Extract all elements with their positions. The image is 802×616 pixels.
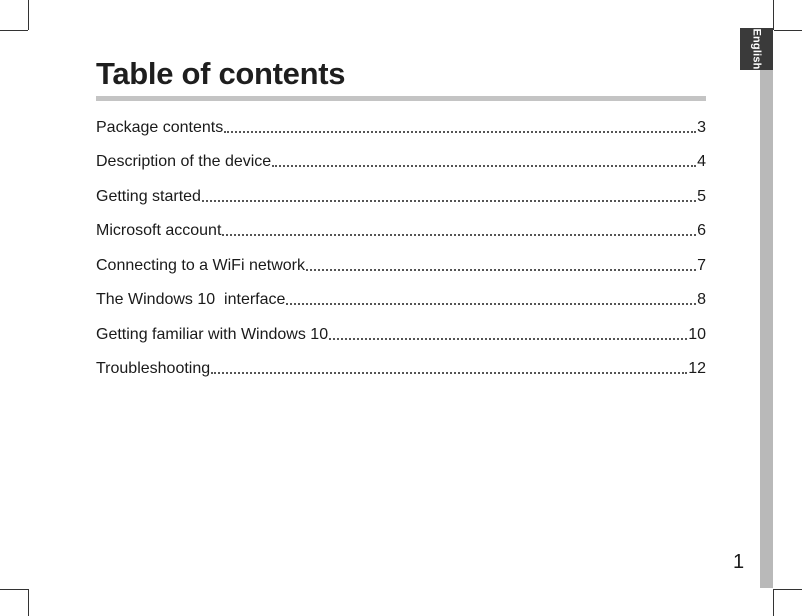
toc-entry[interactable] — [96, 106, 706, 141]
toc-entry[interactable] — [96, 313, 706, 348]
toc-leader — [286, 303, 696, 305]
toc-entry[interactable] — [96, 348, 706, 383]
toc-list — [96, 106, 706, 382]
toc-entry-page: 6 — [697, 222, 706, 239]
toc-entry-page: 8 — [697, 291, 706, 308]
toc-entry-page: 7 — [697, 256, 706, 274]
toc-entry-label: Troubleshooting — [96, 360, 211, 377]
crop-mark — [28, 0, 29, 30]
toc-entry-label: Connecting to a WiFi network — [96, 256, 305, 274]
page-title: Table of contents — [96, 56, 346, 91]
crop-mark — [0, 589, 28, 590]
toc-leader — [306, 269, 696, 271]
toc-entry[interactable] — [96, 175, 706, 210]
toc-entry[interactable] — [96, 244, 706, 279]
crop-mark — [773, 0, 774, 30]
toc-entry-label: Package contents — [96, 118, 224, 136]
crop-mark — [773, 589, 774, 616]
toc-leader — [202, 200, 696, 202]
crop-mark — [0, 30, 28, 31]
toc-leader — [224, 131, 696, 133]
language-tab — [740, 28, 773, 70]
toc-entry-page: 12 — [688, 360, 706, 377]
side-band — [760, 28, 773, 588]
toc-entry-label: Microsoft account — [96, 222, 222, 239]
toc-leader — [211, 372, 687, 374]
toc-leader — [329, 338, 687, 340]
toc-leader — [222, 234, 696, 236]
toc-entry-page: 3 — [697, 118, 706, 136]
language-tab-label: English — [750, 28, 763, 70]
page-number: 1 — [733, 551, 745, 573]
toc-entry-page: 4 — [697, 153, 706, 170]
toc-entry-label: Getting started — [96, 187, 201, 205]
toc-entry[interactable] — [96, 279, 706, 314]
toc-entry[interactable] — [96, 210, 706, 245]
toc-entry-label: The Windows 10 interface — [96, 291, 286, 308]
toc-leader — [272, 165, 696, 167]
crop-mark — [774, 589, 802, 590]
crop-mark — [774, 30, 802, 31]
toc-entry-label: Getting familiar with Windows 10 — [96, 325, 329, 343]
toc-entry-page: 5 — [697, 187, 706, 205]
title-rule — [96, 96, 706, 101]
toc-entry-label: Description of the device — [96, 153, 272, 170]
crop-mark — [28, 589, 29, 616]
toc-entry-page: 10 — [688, 325, 706, 343]
toc-entry[interactable] — [96, 141, 706, 176]
